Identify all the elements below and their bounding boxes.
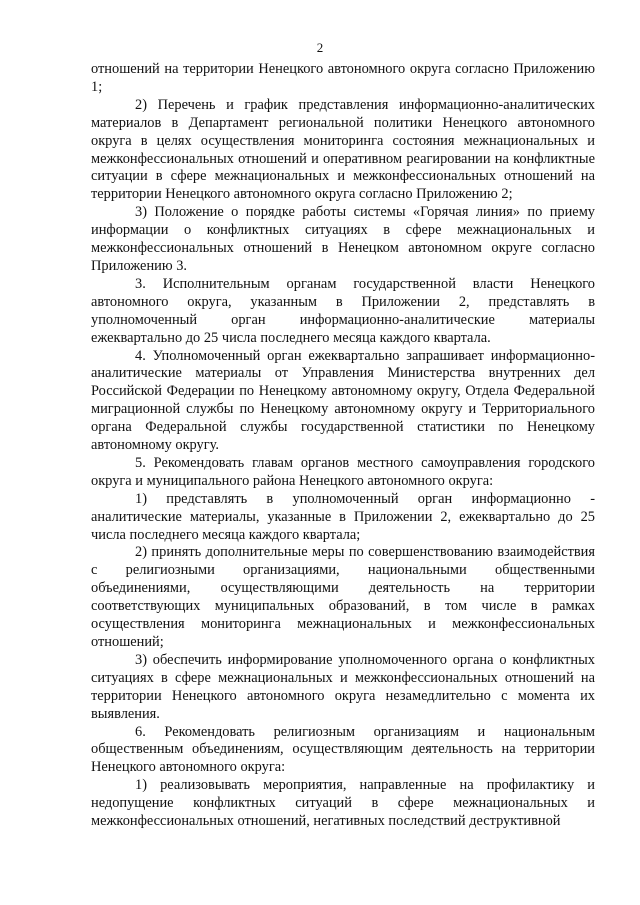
page-number: 2 [316,40,324,55]
paragraph-clause-6: 6. Рекомендовать религиозным организациям и национальным общественным объединениям, осуществляющим деятельность на территории Ненецкого автономного округа: [91,723,595,776]
document-body [91,61,595,831]
paragraph-list-item-2: 2) Перечень и график представления информационно-аналитических материалов в Департамент региональной политики Ненецкого автономного округа в целях осуществления мониторинга состояния межнациональных и межконфессиональных отношений и оперативном реагировании на конфликтные ситуации в сфере межнациональных и межконфессиональных отношений на территории Ненецкого автономного округа согласно Приложению 2; [91,96,595,203]
paragraph-clause-3: 3. Исполнительным органам государственной власти Ненецкого автономного округа, указанным в Приложении 2, представлять в уполномоченный орган информационно-аналитические материалы ежеквартально до 25 числа последнего месяца каждого квартала. [91,275,595,346]
paragraph-continuation: отношений на территории Ненецкого автономного округа согласно Приложению 1; [91,61,595,95]
paragraph-list-item-3: 3) Положение о порядке работы системы «Горячая линия» по приему информации о конфликтных ситуациях в сфере межнациональных и межконфессиональных отношений в Ненецком автономном округе согласно Приложению 3. [91,204,595,274]
paragraph-clause-5: 5. Рекомендовать главам органов местного самоуправления городского округа и муниципального района Ненецкого автономного округа: [91,454,595,489]
paragraph-clause-5-item-3: 3) обеспечить информирование уполномоченного органа о конфликтных ситуациях в сфере межнациональных и межконфессиональных отношений на территории Ненецкого автономного округа незамедлительно с момента их выявления. [91,651,595,722]
paragraph-clause-6-item-1: 1) реализовывать мероприятия, направленные на профилактику и недопущение конфликтных ситуаций в сфере межнациональных и межконфессиональных отношений, негативных последствий деструктивной [91,777,595,830]
paragraph-clause-4: 4. Уполномоченный орган ежеквартально запрашивает информационно-аналитические материалы от Управления Министерства внутренних дел Российской Федерации по Ненецкому автономному округу, Отдела Федеральной миграционной службы по Ненецкому автономному округу и Территориального органа Федеральной службы государственной статистики по Ненецкому автономному округу. [91,347,595,454]
paragraph-clause-5-item-2: 2) принять дополнительные меры по совершенствованию взаимодействия с религиозными организациями, национальными общественными объединениями, осуществляющими деятельность на территории соответствующих муниципальных образований, в том числе в рамках осуществления мониторинга межнациональных и межконфессиональных отношений; [91,544,595,650]
paragraph-clause-5-item-1: 1) представлять в уполномоченный орган информационно - аналитические материалы, указанные в Приложении 2, ежеквартально до 25 числа последнего месяца каждого квартала; [91,490,595,543]
